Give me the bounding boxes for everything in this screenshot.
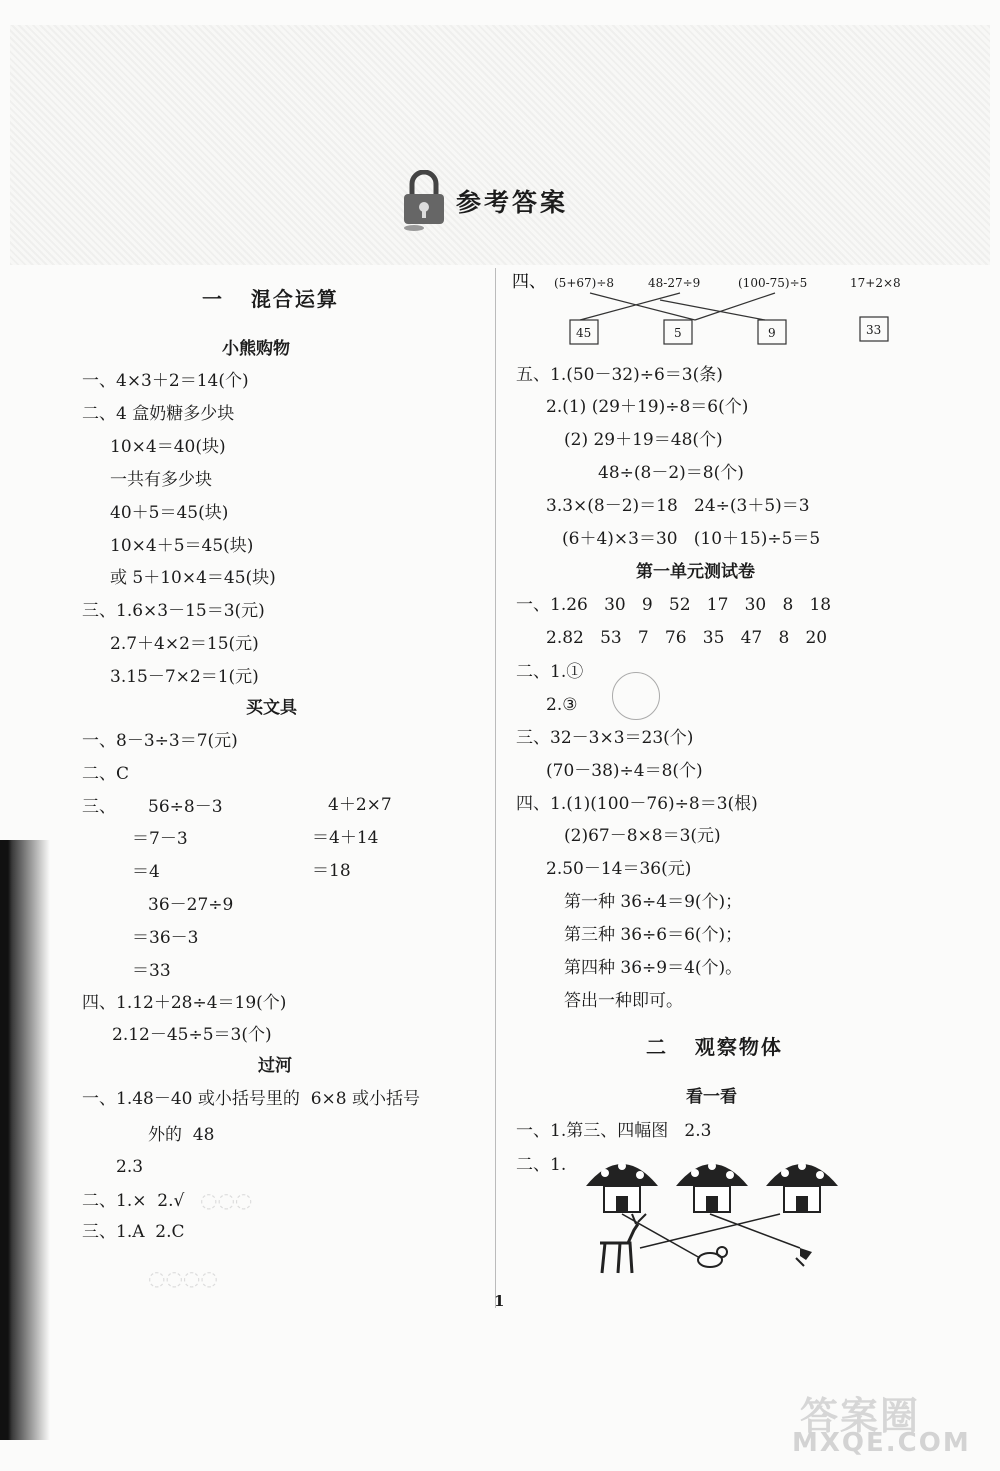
answer-line: (70－38)÷4＝8(个) <box>546 761 703 781</box>
subheading-cross-river: 过河 <box>258 1056 292 1076</box>
bird-icon <box>796 1248 812 1266</box>
answer-line: 第一种 36÷4＝9(个)； <box>564 892 743 912</box>
section-heading-mixed-ops: 一 混合运算 <box>202 287 339 311</box>
answer-line: 三、1.A 2.C <box>82 1222 185 1242</box>
answer-line: 二、1.① <box>516 662 584 682</box>
mushroom-house-icon <box>766 1162 838 1212</box>
matching-box: 33 <box>866 323 882 337</box>
answer-line: ＝33 <box>132 961 171 981</box>
faint-stamp: ◌◌◌◌ <box>148 1266 218 1290</box>
answer-line: 三、 <box>82 797 116 817</box>
subheading-buy-stationery: 买文具 <box>246 698 297 718</box>
answer-line: 二、C <box>82 764 130 784</box>
answer-line: 10×4＝40(块) <box>110 437 226 457</box>
answer-line: ＝18 <box>312 861 351 881</box>
answer-line: 一、1.48－40 或小括号里的 6×8 或小括号 <box>82 1089 420 1109</box>
mushroom-matching-illustration <box>560 1148 840 1278</box>
answer-line: 56÷8－3 <box>148 797 223 817</box>
answer-line: 第三种 36÷6＝6(个)； <box>564 925 743 945</box>
answer-line: 2.③ <box>546 695 578 715</box>
matching-box: 9 <box>768 326 776 340</box>
answer-line: 2.7＋4×2＝15(元) <box>110 634 259 654</box>
subheading-bear-shopping: 小熊购物 <box>222 339 290 359</box>
answer-line: 3.15－7×2＝1(元) <box>110 667 259 687</box>
answer-line: 三、1.6×3－15＝3(元) <box>82 601 265 621</box>
answer-line: 二、1. <box>516 1155 567 1175</box>
answer-line: 答出一种即可。 <box>564 991 683 1011</box>
column-divider <box>495 268 496 1308</box>
mushroom-house-icon <box>676 1162 748 1212</box>
matching-expr: (5+67)÷8 <box>554 276 615 290</box>
answer-line: ＝4 <box>132 862 160 882</box>
faint-stamp: ◌◌◌ <box>200 1188 253 1212</box>
watermark-logo: 答案圈 <box>800 1394 921 1438</box>
answer-line: 四、1.(1)(100－76)÷8＝3(根) <box>516 794 758 814</box>
answer-line: 第四种 36÷9＝4(个)。 <box>564 958 743 978</box>
answer-line: 三、32－3×3＝23(个) <box>516 728 694 748</box>
page-number: 1 <box>494 1292 505 1310</box>
matching-expr: 17+2×8 <box>850 276 901 290</box>
answer-line: 二、1.× 2.√ <box>82 1191 185 1211</box>
answer-line: 或 5＋10×4＝45(块) <box>110 568 276 588</box>
page-header <box>400 170 568 232</box>
subheading-look: 看一看 <box>686 1087 737 1107</box>
matching-expr: 48-27÷9 <box>648 276 701 290</box>
watermark-url: MXQE.COM <box>792 1428 971 1458</box>
stamp-seal <box>612 672 660 720</box>
matching-box: 5 <box>674 326 682 340</box>
answer-line: 2.12－45÷5＝3(个) <box>112 1025 272 1045</box>
answer-line: 一共有多少块 <box>110 470 212 490</box>
answer-line: (2) 29＋19＝48(个) <box>564 430 723 450</box>
answer-line: 2.50－14＝36(元) <box>546 859 692 879</box>
page-title: 参考答案 <box>456 188 569 217</box>
answer-line: 4＋2×7 <box>328 795 392 815</box>
answer-line: 36－27÷9 <box>148 895 234 915</box>
answer-line: 四、1.12＋28÷4＝19(个) <box>82 993 287 1013</box>
answer-line: 一、1.第三、四幅图 2.3 <box>516 1121 712 1141</box>
answer-line: 10×4＋5＝45(块) <box>110 536 254 556</box>
answer-line: 一、4×3＋2＝14(个) <box>82 371 249 391</box>
answer-line: 2.(1) (29＋19)÷8＝6(个) <box>546 397 749 417</box>
answer-line: ＝36－3 <box>132 928 199 948</box>
matching-label: 四、 <box>512 272 546 292</box>
dog-icon <box>698 1247 727 1267</box>
answer-line: 一、8－3÷3＝7(元) <box>82 731 238 751</box>
answer-line: 2.82 53 7 76 35 47 8 20 <box>546 628 828 648</box>
answer-line: ＝7－3 <box>132 829 188 849</box>
mushroom-house-icon <box>586 1162 658 1212</box>
matching-diagram <box>510 265 910 350</box>
matching-box: 45 <box>576 326 592 340</box>
section-heading-observe-objects: 二 观察物体 <box>646 1035 783 1059</box>
padlock-icon <box>400 170 448 232</box>
subheading-unit-test: 第一单元测试卷 <box>636 562 755 582</box>
answer-line: 一、1.26 30 9 52 17 30 8 18 <box>516 595 832 615</box>
answer-line: 3.3×(8－2)＝18 24÷(3＋5)＝3 <box>546 496 810 516</box>
scan-edge-shadow <box>0 840 50 1440</box>
answer-line: ＝4＋14 <box>312 828 379 848</box>
answer-line: (2)67－8×8＝3(元) <box>564 826 721 846</box>
answer-line: 外的 48 <box>148 1125 215 1145</box>
answer-line: 二、4 盒奶糖多少块 <box>82 404 235 424</box>
answer-line: 五、1.(50－32)÷6＝3(条) <box>516 365 723 385</box>
answer-line: 40＋5＝45(块) <box>110 503 229 523</box>
matching-expr: (100-75)÷5 <box>738 276 808 290</box>
answer-line: (6＋4)×3＝30 (10＋15)÷5＝5 <box>562 529 821 549</box>
answer-line: 2.3 <box>116 1157 144 1177</box>
answer-line: 48÷(8－2)＝8(个) <box>598 463 744 483</box>
